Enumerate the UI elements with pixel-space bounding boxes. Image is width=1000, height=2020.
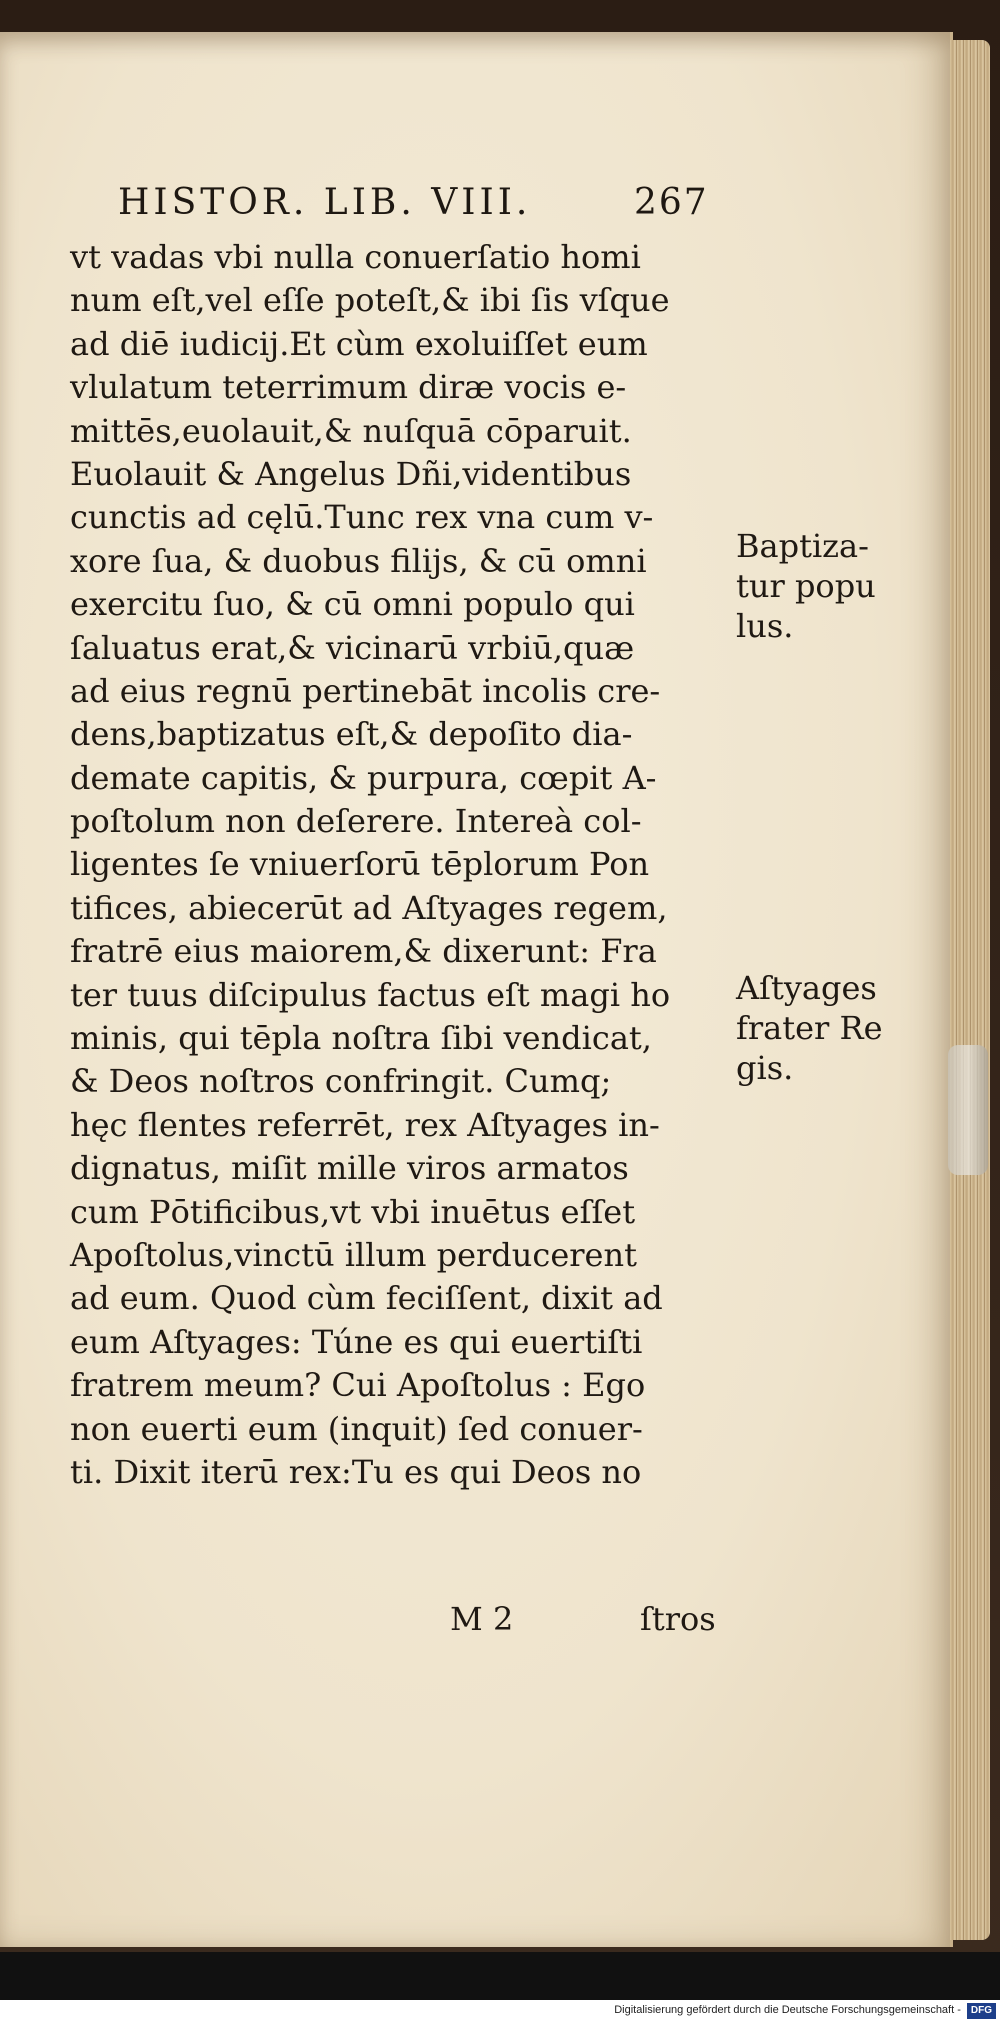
body-text <box>70 236 730 1494</box>
funding-footer <box>0 2000 1000 2020</box>
text-line: ad eum. Quod cùm feciſſent, dixit ad <box>70 1279 663 1318</box>
page-number: 267 <box>634 182 709 223</box>
text-line: tifices, abiecerūt ad Aſtyages regem, <box>70 888 668 927</box>
running-title: HISTOR. LIB. VIII. <box>118 182 532 223</box>
text-line: Euolauit & Angelus Dñi,videntibus <box>70 454 632 493</box>
margin-note-line: Baptiza- <box>736 527 869 565</box>
text-line: ad eius regnū pertinebāt incolis cre- <box>70 671 661 710</box>
text-line: eum Aſtyages: Túne es qui euertiſti <box>70 1322 643 1361</box>
margin-note-line: Aſtyages <box>736 969 877 1007</box>
text-line: & Deos noſtros confringit. Cumq; <box>70 1062 612 1101</box>
page-edges <box>950 40 990 1940</box>
text-line: fratrem meum? Cui Apoſtolus : Ego <box>70 1366 646 1405</box>
scan-bottom-border <box>0 1952 1000 2000</box>
text-line: exercitu ſuo, & cū omni populo qui <box>70 585 635 624</box>
text-line: demate capitis, & purpura, cœpit A- <box>70 758 657 797</box>
text-line: ligentes ſe vniuerſorū tēplorum Pon <box>70 845 650 884</box>
text-line: ad diē iudicij.Et cùm exoluiſſet eum <box>70 324 648 363</box>
margin-note-astyages <box>736 968 946 1088</box>
text-line: xore ſua, & duobus filijs, & cū omni <box>70 541 647 580</box>
text-line: num eſt,vel eſſe poteſt,& ibi ſis vſque <box>70 281 670 320</box>
text-line: vlulatum teterrimum diræ vocis e- <box>70 368 627 407</box>
text-line: ſaluatus erat,& vicinarū vrbiū,quæ <box>70 628 635 667</box>
catchword: ſtros <box>640 1600 716 1638</box>
text-line: cum Pōtificibus,vt vbi inuētus eſſet <box>70 1192 636 1231</box>
funding-text: Digitalisierung gefördert durch die Deutsche Forschungsgemeinschaft - <box>614 2004 961 2016</box>
page-header <box>118 182 708 223</box>
margin-note-line: gis. <box>736 1049 794 1087</box>
text-line: dignatus, miſit mille viros armatos <box>70 1149 629 1188</box>
text-line: minis, qui tēpla noſtra ſibi vendicat, <box>70 1019 652 1058</box>
text-line: Apoſtolus,vinctū illum perducerent <box>70 1235 637 1274</box>
text-line: ti. Dixit iterū rex:Tu es qui Deos no <box>70 1452 642 1491</box>
clasp <box>948 1045 988 1175</box>
margin-note-baptism <box>736 526 946 646</box>
margin-note-line: frater Re <box>736 1009 883 1047</box>
text-line: hęc flentes referrēt, rex Aſtyages in- <box>70 1105 660 1144</box>
text-line: ter tuus diſcipulus factus eſt magi ho <box>70 975 671 1014</box>
signature-mark: M 2 <box>450 1600 514 1638</box>
text-line: fratrē eius maiorem,& dixerunt: Fra <box>70 932 657 971</box>
text-line: mittēs,euolauit,& nuſquā cōparuit. <box>70 411 632 450</box>
text-line: non euerti eum (inquit) ſed conuer- <box>70 1409 643 1448</box>
margin-note-line: lus. <box>736 607 794 645</box>
margin-note-line: tur popu <box>736 567 876 605</box>
text-line: dens,baptizatus eſt,& depoſito dia- <box>70 715 633 754</box>
text-line: cunctis ad cęlū.Tunc rex vna cum v- <box>70 498 654 537</box>
text-line: vt vadas vbi nulla conuerſatio homi <box>70 238 641 276</box>
text-line: poſtolum non deſerere. Intereà col- <box>70 802 642 841</box>
dfg-logo: DFG <box>967 2003 996 2019</box>
